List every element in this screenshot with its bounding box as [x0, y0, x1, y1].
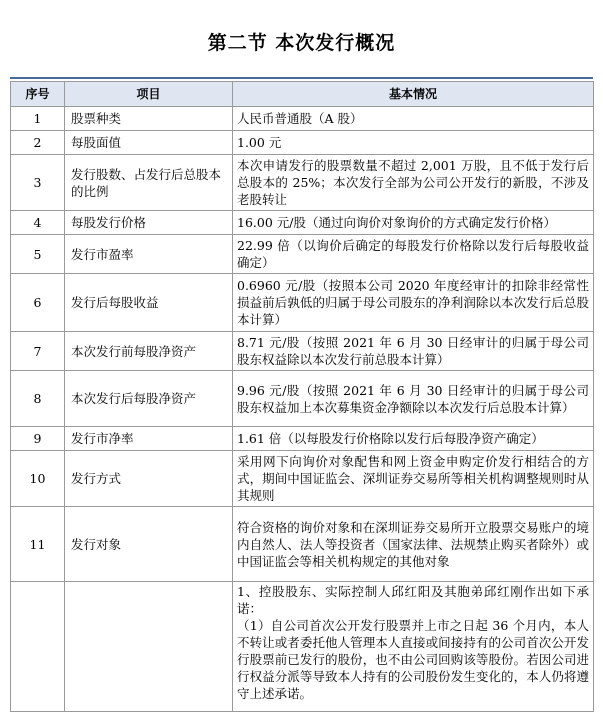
table-row — [11, 211, 594, 235]
row-item: 每股面值 — [65, 131, 233, 155]
content-paragraph: （1）自公司首次公开发行股票并上市之日起 36 个月内，本人不转让或者委托他人管理本人直接或间接持有的公司首次公开发行股票前已发行的股份，也不由公司回购该等股份。若因公司进行权益分派等导致本人持有的公司股份发生变化的，本人仍将遵守上述承诺。 — [237, 618, 589, 701]
content-paragraph: 0.6960 元/股（按照本公司 2020 年度经审计的扣除非经常性损益前后孰低的归属于母公司股东的净利润除以本次发行后总股本计算） — [237, 278, 589, 327]
content-paragraph: 人民币普通股（A 股） — [237, 111, 363, 126]
row-number — [11, 582, 65, 712]
table-row — [11, 274, 594, 332]
row-number: 5 — [11, 235, 65, 274]
content-paragraph: 采用网下向询价对象配售和网上资金申购定价发行相结合的方式，期间中国证监会、深圳证券交易所等相关机构调整规则时从其规则 — [237, 454, 589, 503]
row-number: 6 — [11, 274, 65, 332]
row-item: 发行方式 — [65, 451, 233, 507]
content-paragraph: 本次申请发行的股票数量不超过 2,001 万股，且不低于发行后总股本的 25%；本次发行全部为公司公开发行的新股，不涉及老股转让 — [237, 158, 589, 207]
content-paragraph: 16.00 元/股（通过向询价对象询价的方式确定发行价格） — [237, 215, 556, 230]
table-row — [11, 131, 594, 155]
row-content — [233, 155, 594, 211]
row-item — [65, 582, 233, 712]
row-content — [233, 427, 594, 451]
table-row — [11, 371, 594, 427]
table-header-row — [11, 82, 594, 107]
row-item: 发行后每股收益 — [65, 274, 233, 332]
row-number: 7 — [11, 332, 65, 371]
row-number: 4 — [11, 211, 65, 235]
row-content — [233, 211, 594, 235]
row-item: 股票种类 — [65, 107, 233, 131]
table-row — [11, 582, 594, 712]
row-content — [233, 235, 594, 274]
row-item: 本次发行前每股净资产 — [65, 332, 233, 371]
row-content — [233, 332, 594, 371]
table-row — [11, 107, 594, 131]
row-item: 本次发行后每股净资产 — [65, 371, 233, 427]
header-no: 序号 — [11, 82, 65, 107]
content-paragraph: 1、控股股东、实际控制人邱红阳及其胞弟邱红刚作出如下承诺： — [237, 584, 589, 616]
page-title: 第二节 本次发行概况 — [207, 32, 396, 54]
row-number: 10 — [11, 451, 65, 507]
row-content — [233, 507, 594, 582]
row-number: 11 — [11, 507, 65, 582]
row-number: 8 — [11, 371, 65, 427]
row-number: 1 — [11, 107, 65, 131]
row-number: 9 — [11, 427, 65, 451]
issuance-overview-table — [10, 81, 594, 712]
row-item: 每股发行价格 — [65, 211, 233, 235]
content-paragraph: 1.00 元 — [237, 135, 282, 150]
row-content — [233, 131, 594, 155]
content-paragraph: 22.99 倍（以询价后确定的每股发行价格除以发行后每股收益确定） — [237, 238, 589, 270]
row-item: 发行对象 — [65, 507, 233, 582]
table-row — [11, 427, 594, 451]
row-item: 发行市净率 — [65, 427, 233, 451]
content-paragraph: 9.96 元/股（按照 2021 年 6 月 30 日经审计的归属于母公司股东权益加上本次募集资金净额除以本次发行后总股本计算） — [237, 382, 589, 415]
table-row — [11, 332, 594, 371]
content-paragraph: 1.61 倍（以每股发行价格除以发行后每股净资产确定） — [237, 431, 544, 446]
table-row — [11, 155, 594, 211]
table-row — [11, 451, 594, 507]
row-content — [233, 107, 594, 131]
row-item: 发行市盈率 — [65, 235, 233, 274]
row-content — [233, 451, 594, 507]
row-content — [233, 371, 594, 427]
row-content — [233, 582, 594, 712]
header-content: 基本情况 — [233, 82, 594, 107]
row-number: 3 — [11, 155, 65, 211]
content-paragraph: 8.71 元/股（按照 2021 年 6 月 30 日经审计的归属于母公司股东权益除以本次发行前总股本计算） — [237, 335, 589, 367]
row-number: 2 — [11, 131, 65, 155]
row-content — [233, 274, 594, 332]
content-paragraph: 符合资格的询价对象和在深圳证券交易所开立股票交易账户的境内自然人、法人等投资者（国家法律、法规禁止购买者除外）或中国证监会等相关机构规定的其他对象 — [237, 519, 589, 569]
header-rule — [10, 77, 593, 79]
row-item: 发行股数、占发行后总股本的比例 — [65, 155, 233, 211]
table-row — [11, 235, 594, 274]
header-item: 项目 — [65, 82, 233, 107]
table-row — [11, 507, 594, 582]
